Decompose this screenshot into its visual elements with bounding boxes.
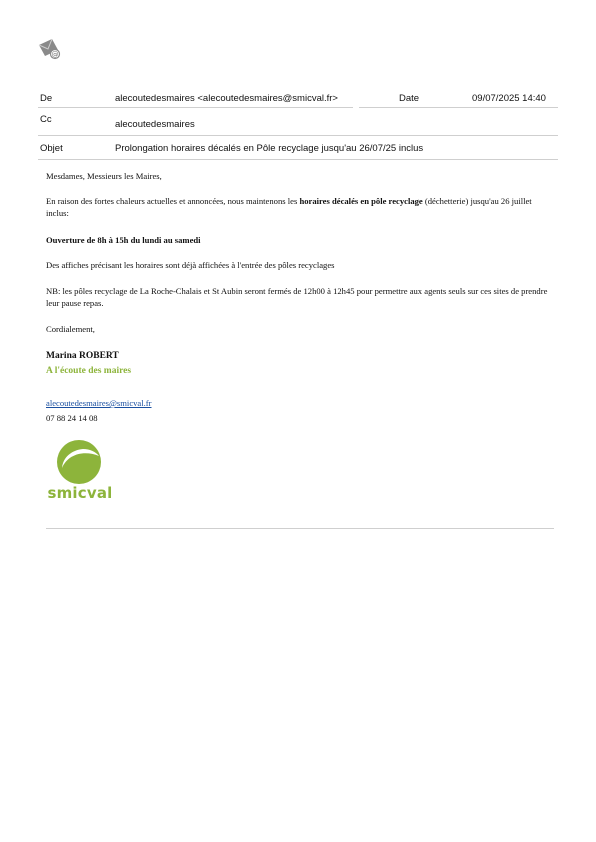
smicval-logo-mark xyxy=(44,440,116,484)
signature-role: A l'écoute des maires xyxy=(46,366,132,376)
header-cc-row xyxy=(38,114,558,136)
nb-paragraph: NB: les pôles recyclage de La Roche-Chalais et St Aubin seront fermés de 12h00 à 12h45 pour permettre aux agents seuls sur ces sites de prendre leur pause repas. xyxy=(46,286,548,308)
intro-paragraph: En raison des fortes chaleurs actuelles et annoncées, nous maintenons les horaires décalés en pôle recyclage (déchetterie) jusqu'au 26 juillet inclus: xyxy=(46,196,532,218)
divider xyxy=(38,107,353,108)
subject-value: Prolongation horaires décalés en Pôle recyclage jusqu'au 26/07/25 inclus xyxy=(115,143,424,154)
cc-label: Cc xyxy=(40,114,52,125)
envelope-icon xyxy=(38,38,62,60)
opening-hours: Ouverture de 8h à 15h du lundi au samedi xyxy=(46,235,201,245)
intro-emphasis: horaires décalés en pôle recyclage xyxy=(299,196,423,206)
svg-text:@: @ xyxy=(51,50,59,59)
smicval-logo xyxy=(44,440,116,506)
closing: Cordialement, xyxy=(46,324,95,334)
signature-phone: 07 88 24 14 08 xyxy=(46,413,98,423)
header-subject-row xyxy=(38,143,558,159)
logo-text: smicval xyxy=(47,484,113,502)
from-value: alecoutedesmaires <alecoutedesmaires@smicval.fr> xyxy=(115,93,338,104)
divider xyxy=(359,107,558,108)
signature-email-link[interactable]: alecoutedesmaires@smicval.fr xyxy=(46,398,152,408)
date-value: 09/07/2025 14:40 xyxy=(472,93,546,104)
from-label: De xyxy=(40,93,53,104)
date-label: Date xyxy=(399,93,420,104)
cc-value: alecoutedesmaires xyxy=(115,119,195,130)
divider xyxy=(38,135,558,136)
divider xyxy=(38,159,558,160)
signature-name: Marina ROBERT xyxy=(46,351,119,361)
subject-label: Objet xyxy=(40,143,63,154)
affiches-paragraph: Des affiches précisant les horaires sont déjà affichées à l'entrée des pôles recyclages xyxy=(46,260,335,270)
footer-divider xyxy=(46,528,554,529)
greeting: Mesdames, Messieurs les Maires, xyxy=(46,171,162,181)
